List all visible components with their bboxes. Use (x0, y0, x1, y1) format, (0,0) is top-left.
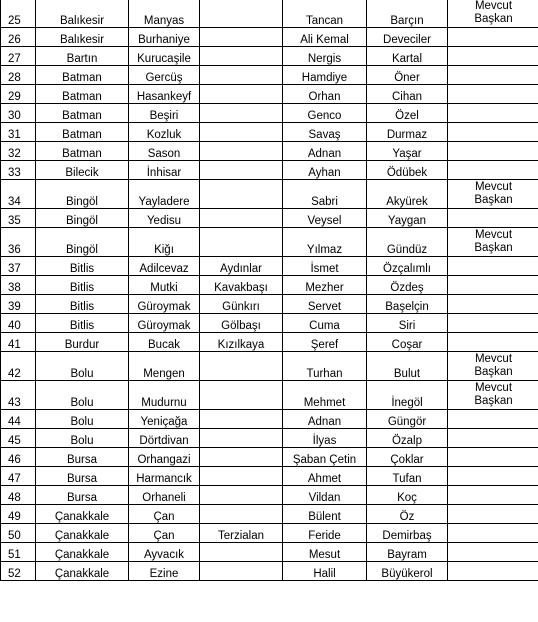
note-cell (448, 543, 538, 562)
province-cell: Balıkesir (36, 28, 129, 47)
town-cell (200, 66, 283, 85)
last-name-cell: Çoklar (367, 448, 448, 467)
town-cell (200, 505, 283, 524)
row-number: 48 (1, 486, 36, 505)
district-cell: Kurucaşile (129, 47, 200, 66)
first-name-cell: Genco (283, 104, 367, 123)
table-row (1, 467, 538, 486)
town-cell (200, 429, 283, 448)
row-number: 29 (1, 85, 36, 104)
note-cell (448, 104, 538, 123)
first-name-cell: Mehmet (283, 381, 367, 410)
province-cell: Bingöl (36, 228, 129, 257)
note-cell (448, 381, 538, 410)
row-number: 45 (1, 429, 36, 448)
province-cell: Bursa (36, 448, 129, 467)
province-cell: Çanakkale (36, 543, 129, 562)
town-cell (200, 486, 283, 505)
district-cell: Manyas (129, 0, 200, 28)
first-name-cell: Savaş (283, 123, 367, 142)
last-name-cell: Öz (367, 505, 448, 524)
table-row (1, 381, 538, 410)
province-cell: Çanakkale (36, 505, 129, 524)
district-cell: Beşiri (129, 104, 200, 123)
row-number: 25 (1, 0, 36, 28)
province-cell: Bursa (36, 467, 129, 486)
first-name-cell: Nergis (283, 47, 367, 66)
row-number: 28 (1, 66, 36, 85)
last-name-cell: Coşar (367, 333, 448, 352)
row-number: 31 (1, 123, 36, 142)
province-cell: Bursa (36, 486, 129, 505)
last-name-cell: Barçın (367, 0, 448, 28)
province-cell: Bolu (36, 352, 129, 381)
first-name-cell: Bülent (283, 505, 367, 524)
town-cell (200, 180, 283, 209)
province-cell: Bingöl (36, 180, 129, 209)
row-number: 41 (1, 333, 36, 352)
last-name-cell: İnegöl (367, 381, 448, 410)
district-cell: Hasankeyf (129, 85, 200, 104)
first-name-cell: İsmet (283, 257, 367, 276)
note-cell (448, 467, 538, 486)
note-cell (448, 276, 538, 295)
first-name-cell: Tancan (283, 0, 367, 28)
last-name-cell: Güngör (367, 410, 448, 429)
note-line: Başkan (474, 13, 513, 25)
town-cell (200, 142, 283, 161)
district-cell: Adilcevaz (129, 257, 200, 276)
note-cell (448, 28, 538, 47)
town-cell (200, 47, 283, 66)
table-row (1, 85, 538, 104)
note-cell (448, 314, 538, 333)
first-name-cell: Ahmet (283, 467, 367, 486)
table-row (1, 486, 538, 505)
table-row (1, 562, 538, 581)
province-cell: Bitlis (36, 257, 129, 276)
last-name-cell: Özdeş (367, 276, 448, 295)
province-cell: Balıkesir (36, 0, 129, 28)
last-name-cell: Özel (367, 104, 448, 123)
note-cell (448, 85, 538, 104)
town-cell: Gölbaşı (200, 314, 283, 333)
first-name-cell: Sabri (283, 180, 367, 209)
note-cell (448, 295, 538, 314)
row-number: 30 (1, 104, 36, 123)
row-number: 38 (1, 276, 36, 295)
town-cell (200, 85, 283, 104)
district-cell: Mutki (129, 276, 200, 295)
province-cell: Batman (36, 123, 129, 142)
note-cell (448, 66, 538, 85)
note-cell (448, 257, 538, 276)
note-line: Başkan (474, 242, 513, 254)
table-row (1, 180, 538, 209)
last-name-cell: Öner (367, 66, 448, 85)
first-name-cell: Şeref (283, 333, 367, 352)
note-cell (448, 47, 538, 66)
table-row (1, 429, 538, 448)
district-cell: Mudurnu (129, 381, 200, 410)
table-row (1, 543, 538, 562)
note-line: Başkan (474, 366, 513, 378)
row-number: 42 (1, 352, 36, 381)
note-cell (448, 448, 538, 467)
town-cell (200, 448, 283, 467)
province-cell: Bolu (36, 429, 129, 448)
note-cell (448, 0, 538, 28)
row-number: 43 (1, 381, 36, 410)
row-number: 44 (1, 410, 36, 429)
first-name-cell: Ali Kemal (283, 28, 367, 47)
province-cell: Bartın (36, 47, 129, 66)
town-cell (200, 562, 283, 581)
last-name-cell: Kartal (367, 47, 448, 66)
table-row (1, 28, 538, 47)
row-number: 26 (1, 28, 36, 47)
province-cell: Bitlis (36, 314, 129, 333)
note-cell (448, 123, 538, 142)
first-name-cell: Feride (283, 524, 367, 543)
row-number: 32 (1, 142, 36, 161)
district-cell: Burhaniye (129, 28, 200, 47)
last-name-cell: Akyürek (367, 180, 448, 209)
row-number: 33 (1, 161, 36, 180)
table-row (1, 66, 538, 85)
district-cell: Gercüş (129, 66, 200, 85)
first-name-cell: Halil (283, 562, 367, 581)
first-name-cell: Şaban Çetin (283, 448, 367, 467)
town-cell (200, 352, 283, 381)
last-name-cell: Yaygan (367, 209, 448, 228)
first-name-cell: Mesut (283, 543, 367, 562)
last-name-cell: Gündüz (367, 228, 448, 257)
district-cell: Mengen (129, 352, 200, 381)
first-name-cell: Cuma (283, 314, 367, 333)
table-row (1, 505, 538, 524)
row-number: 52 (1, 562, 36, 581)
district-cell: Ezine (129, 562, 200, 581)
first-name-cell: İlyas (283, 429, 367, 448)
table-row (1, 276, 538, 295)
province-cell: Bolu (36, 410, 129, 429)
town-cell: Terzialan (200, 524, 283, 543)
province-cell: Bilecik (36, 161, 129, 180)
district-cell: Ayvacık (129, 543, 200, 562)
province-cell: Bolu (36, 381, 129, 410)
province-cell: Çanakkale (36, 524, 129, 543)
first-name-cell: Servet (283, 295, 367, 314)
district-cell: Bucak (129, 333, 200, 352)
town-cell (200, 0, 283, 28)
table-row (1, 0, 538, 28)
town-cell (200, 209, 283, 228)
last-name-cell: Tufan (367, 467, 448, 486)
last-name-cell: Bulut (367, 352, 448, 381)
province-cell: Bitlis (36, 295, 129, 314)
row-number: 51 (1, 543, 36, 562)
note-cell (448, 410, 538, 429)
last-name-cell: Başelçin (367, 295, 448, 314)
note-cell (448, 180, 538, 209)
district-cell: Yeniçağa (129, 410, 200, 429)
district-cell: Yayladere (129, 180, 200, 209)
row-number: 27 (1, 47, 36, 66)
district-cell: Orhangazi (129, 448, 200, 467)
province-cell: Batman (36, 66, 129, 85)
last-name-cell: Demirbaş (367, 524, 448, 543)
note-cell (448, 486, 538, 505)
province-cell: Batman (36, 104, 129, 123)
district-cell: Kiğı (129, 228, 200, 257)
province-cell: Bingöl (36, 209, 129, 228)
row-number: 34 (1, 180, 36, 209)
last-name-cell: Durmaz (367, 123, 448, 142)
last-name-cell: Siri (367, 314, 448, 333)
table-row (1, 295, 538, 314)
district-cell: Orhaneli (129, 486, 200, 505)
row-number: 50 (1, 524, 36, 543)
town-cell (200, 161, 283, 180)
note-cell (448, 562, 538, 581)
table-row (1, 314, 538, 333)
first-name-cell: Veysel (283, 209, 367, 228)
first-name-cell: Vildan (283, 486, 367, 505)
district-cell: Çan (129, 524, 200, 543)
table-row (1, 47, 538, 66)
province-cell: Bitlis (36, 276, 129, 295)
first-name-cell: Orhan (283, 85, 367, 104)
note-line: Mevcut (474, 229, 513, 241)
first-name-cell: Ayhan (283, 161, 367, 180)
town-cell: Günkırı (200, 295, 283, 314)
town-cell: Kızılkaya (200, 333, 283, 352)
note-cell (448, 429, 538, 448)
last-name-cell: Koç (367, 486, 448, 505)
table-row (1, 161, 538, 180)
town-cell: Aydınlar (200, 257, 283, 276)
note-cell (448, 161, 538, 180)
row-number: 37 (1, 257, 36, 276)
first-name-cell: Mezher (283, 276, 367, 295)
first-name-cell: Turhan (283, 352, 367, 381)
district-cell: Yedisu (129, 209, 200, 228)
district-cell: Güroymak (129, 314, 200, 333)
province-cell: Burdur (36, 333, 129, 352)
table-row (1, 448, 538, 467)
province-cell: Batman (36, 85, 129, 104)
table-row (1, 524, 538, 543)
table-row (1, 410, 538, 429)
note-cell (448, 333, 538, 352)
town-cell (200, 543, 283, 562)
note-cell (448, 142, 538, 161)
note-cell (448, 505, 538, 524)
town-cell (200, 228, 283, 257)
town-cell (200, 123, 283, 142)
district-cell: İnhisar (129, 161, 200, 180)
town-cell (200, 381, 283, 410)
note-line: Mevcut (474, 0, 513, 12)
row-number: 47 (1, 467, 36, 486)
last-name-cell: Yaşar (367, 142, 448, 161)
last-name-cell: Cihan (367, 85, 448, 104)
town-cell (200, 28, 283, 47)
last-name-cell: Deveciler (367, 28, 448, 47)
town-cell: Kavakbaşı (200, 276, 283, 295)
table-row (1, 352, 538, 381)
province-cell: Batman (36, 142, 129, 161)
last-name-cell: Özalp (367, 429, 448, 448)
first-name-cell: Adnan (283, 142, 367, 161)
first-name-cell: Yılmaz (283, 228, 367, 257)
first-name-cell: Adnan (283, 410, 367, 429)
note-line: Başkan (474, 194, 513, 206)
table-row (1, 123, 538, 142)
table-row (1, 333, 538, 352)
table-row (1, 257, 538, 276)
note-line: Mevcut (474, 181, 513, 193)
district-cell: Sason (129, 142, 200, 161)
district-cell: Çan (129, 505, 200, 524)
row-number: 36 (1, 228, 36, 257)
province-cell: Çanakkale (36, 562, 129, 581)
last-name-cell: Ödübek (367, 161, 448, 180)
note-cell (448, 228, 538, 257)
district-cell: Harmancık (129, 467, 200, 486)
town-cell (200, 410, 283, 429)
last-name-cell: Bayram (367, 543, 448, 562)
table-row (1, 104, 538, 123)
last-name-cell: Büyükerol (367, 562, 448, 581)
town-cell (200, 104, 283, 123)
district-cell: Kozluk (129, 123, 200, 142)
note-cell (448, 209, 538, 228)
town-cell (200, 467, 283, 486)
note-cell (448, 352, 538, 381)
last-name-cell: Özçalımlı (367, 257, 448, 276)
note-line: Başkan (474, 395, 513, 407)
row-number: 35 (1, 209, 36, 228)
note-line: Mevcut (474, 382, 513, 394)
table-row (1, 228, 538, 257)
note-line: Mevcut (474, 353, 513, 365)
row-number: 40 (1, 314, 36, 333)
row-number: 49 (1, 505, 36, 524)
row-number: 46 (1, 448, 36, 467)
table-row (1, 142, 538, 161)
row-number: 39 (1, 295, 36, 314)
first-name-cell: Hamdiye (283, 66, 367, 85)
note-cell (448, 524, 538, 543)
table-row (1, 209, 538, 228)
district-cell: Dörtdivan (129, 429, 200, 448)
district-cell: Güroymak (129, 295, 200, 314)
